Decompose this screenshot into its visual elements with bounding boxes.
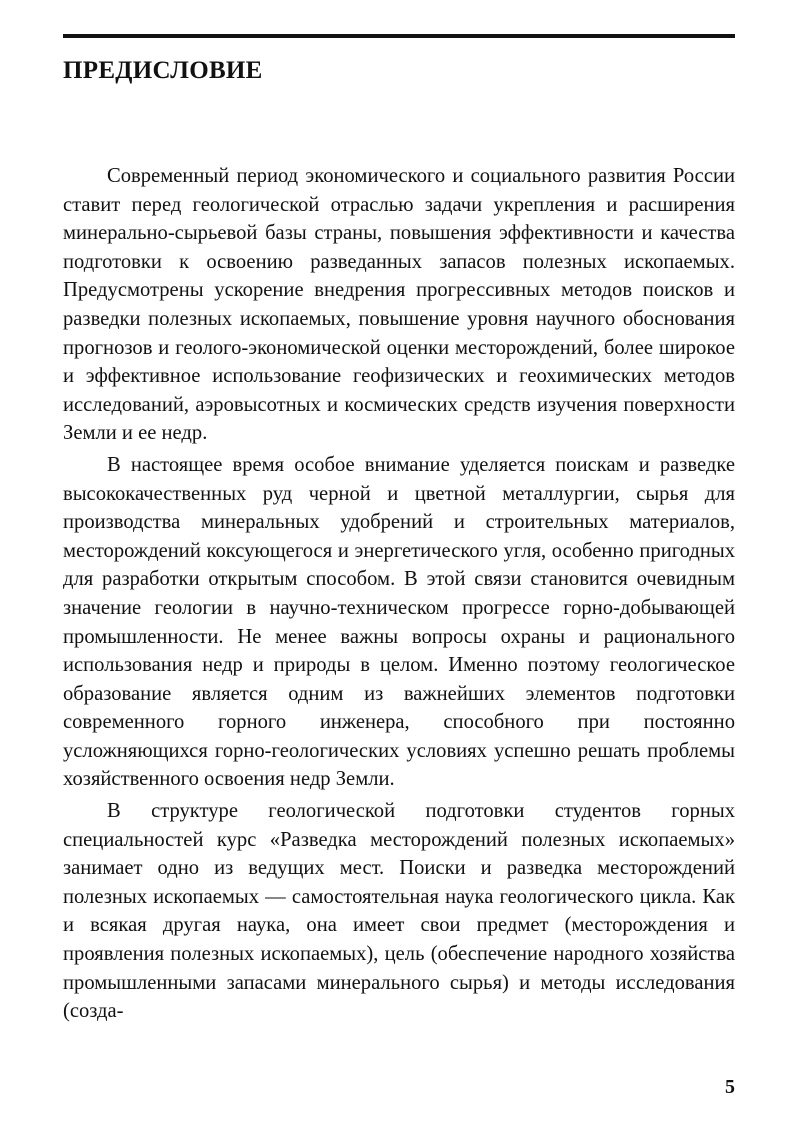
paragraph-1: Современный период экономического и социального развития России ставит перед геологической отраслью задачи укрепления и расширения минерально-сырьевой базы страны, повышения эффективности и качества подготовки к освоению разведанных запасов полезных ископаемых. Предусмотрены ускорение внедрения прогрессивных методов поисков и разведки полезных ископаемых, повышение уровня научного обоснования прогнозов и геолого-экономической оценки месторождений, более широкое и эффективное использование геофизических и геохимических методов исследований, аэровысотных и космических средств изучения поверхности Земли и ее недр. bbox=[63, 165, 735, 445]
page-title: ПРЕДИСЛОВИЕ bbox=[63, 57, 263, 84]
top-rule bbox=[63, 34, 735, 38]
page-number: 5 bbox=[725, 1076, 735, 1098]
paragraph-3: В структуре геологической подготовки студентов горных специальностей курс «Разведка месторождений полезных ископаемых» занимает одно из ведущих мест. Поиски и разведка месторождений полезных ископаемых — самостоятельная наука геологического цикла. Как и всякая другая наука, она имеет свои предмет (месторождения и проявления полезных ископаемых), цель (обеспечение народного хозяйства промышленными запасами минерального сырья) и методы исследования (созда- bbox=[63, 800, 735, 1023]
body-text bbox=[63, 162, 735, 1029]
paragraph-2: В настоящее время особое внимание уделяется поискам и разведке высококачественных руд черной и цветной металлургии, сырья для производства минеральных удобрений и строительных материалов, месторождений коксующегося и энергетического угля, особенно пригодных для разработки открытым способом. В этой связи становится очевидным значение геологии в научно-техническом прогрессе горно-добывающей промышленности. Не менее важны вопросы охраны и рационального использования недр и природы в целом. Именно поэтому геологическое образование является одним из важнейших элементов подготовки современного горного инженера, способного при постоянно усложняющихся горно-геологических условиях успешно решать проблемы хозяйственного освоения недр Земли. bbox=[63, 453, 735, 791]
